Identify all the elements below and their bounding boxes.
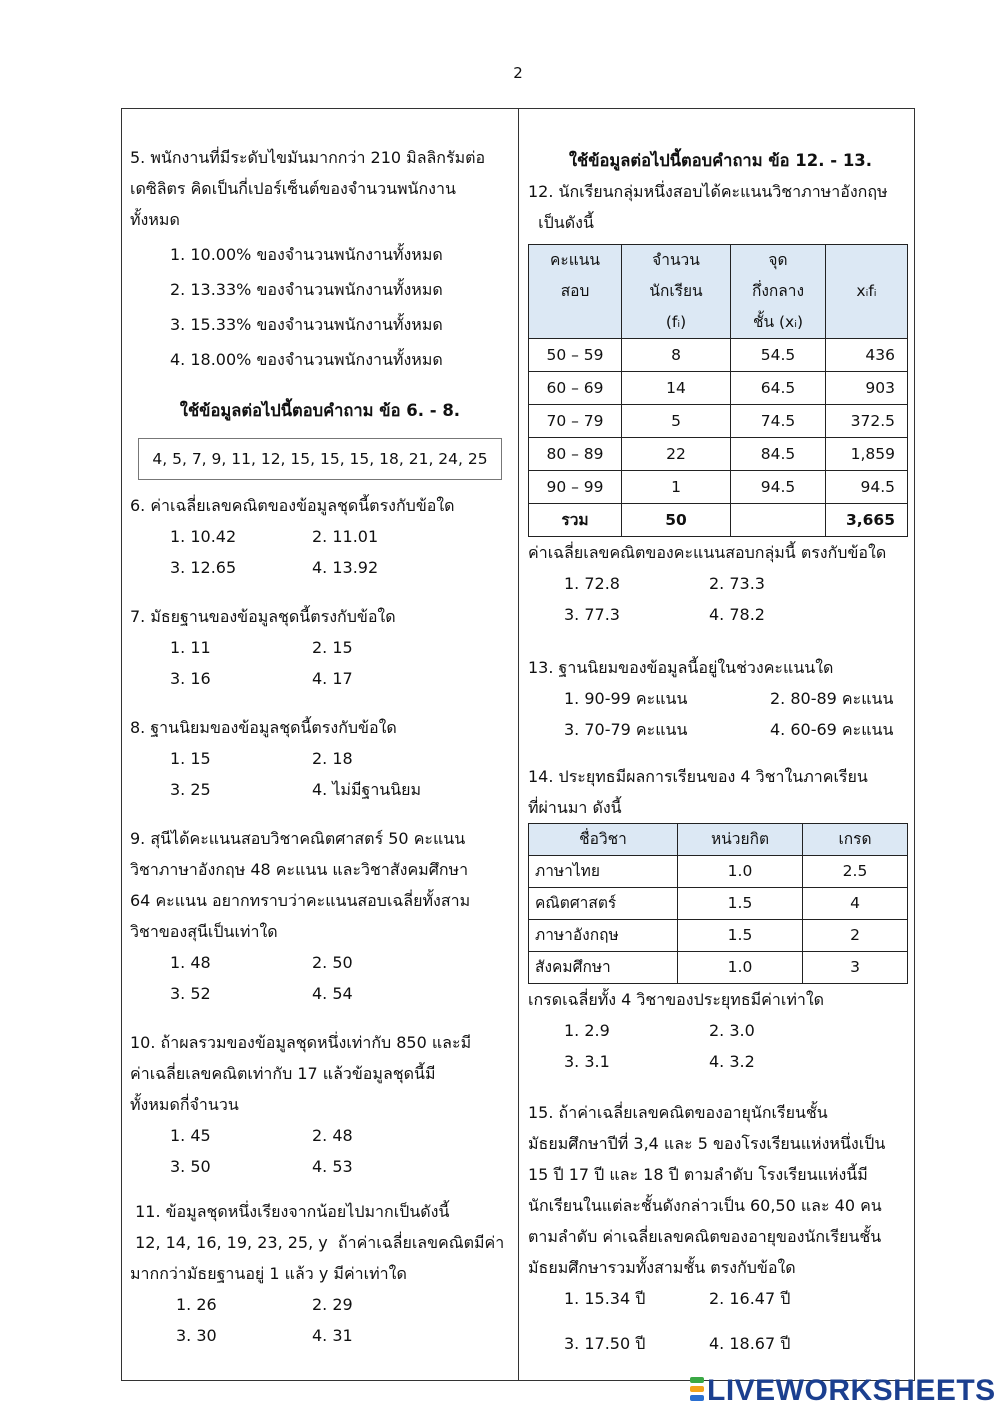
score-frequency-table — [528, 244, 908, 537]
option: 2. 13.33% ของจำนวนพนักงานทั้งหมด — [170, 280, 443, 299]
table-row: คณิตศาสตร์ 1.5 4 — [529, 888, 908, 920]
table-row: สังคมศึกษา 1.0 3 — [529, 952, 908, 984]
left-column — [130, 142, 510, 1351]
question-8 — [130, 712, 510, 805]
question-text-line: เดซิลิตร คิดเป็นกี่เปอร์เซ็นต์ของจำนวนพนักงาน — [130, 179, 456, 198]
option: 1. 72.8 — [564, 574, 620, 593]
question-13 — [528, 652, 913, 745]
question-text: 13. ฐานนิยมของข้อมูลนี้อยู่ในช่วงคะแนนใด — [528, 658, 834, 677]
option: 1. 90-99 คะแนน — [564, 689, 688, 708]
question-text-line: 12. นักเรียนกลุ่มหนึ่งสอบได้คะแนนวิชาภาษาอังกฤษ — [528, 182, 888, 201]
option: 2. 18 — [312, 749, 353, 768]
option: 1. 48 — [170, 953, 211, 972]
table-header: จุด กึ่งกลาง ชั้น (xᵢ) — [731, 245, 826, 339]
option: 2. 15 — [312, 638, 353, 657]
table-header: xᵢfᵢ — [826, 245, 908, 339]
page-number: 2 — [513, 64, 523, 82]
option: 1. 2.9 — [564, 1021, 610, 1040]
question-text-line: เป็นดังนี้ — [528, 213, 594, 232]
question-text-line: ทั้งหมดกี่จำนวน — [130, 1095, 239, 1114]
grades-table — [528, 823, 908, 984]
option: 3. 30 — [176, 1326, 217, 1345]
question-text-line: 15. ถ้าค่าเฉลี่ยเลขคณิตของอายุนักเรียนชั้น — [528, 1103, 828, 1122]
question-text-line: วิชาภาษาอังกฤษ 48 คะแนน และวิชาสังคมศึกษา — [130, 860, 469, 879]
question-text-line: 5. พนักงานที่มีระดับไขมันมากกว่า 210 มิลลิกรัมต่อ — [130, 148, 486, 167]
question-text-line: นักเรียนในแต่ละชั้นดังกล่าวเป็น 60,50 และ 40 คน — [528, 1196, 882, 1215]
question-text-line: 11. ข้อมูลชุดหนึ่งเรียงจากน้อยไปมากเป็นดังนี้ — [130, 1202, 450, 1221]
option: 3. 17.50 ปี — [564, 1334, 646, 1353]
question-text-line: 64 คะแนน อยากทราบว่าคะแนนสอบเฉลี่ยทั้งสาม — [130, 891, 471, 910]
question-9 — [130, 823, 510, 1009]
option: 2. 48 — [312, 1126, 353, 1145]
table-header: เกรด — [803, 824, 908, 856]
question-text-line: วิชาของสุนีเป็นเท่าใด — [130, 922, 278, 941]
question-text-line: 15 ปี 17 ปี และ 18 ปี ตามลำดับ โรงเรียนแห่งนี้มี — [528, 1165, 868, 1184]
option: 3. 3.1 — [564, 1052, 610, 1071]
option: 3. 16 — [170, 669, 211, 688]
option: 2. 73.3 — [709, 574, 765, 593]
section-heading: ใช้ข้อมูลต่อไปนี้ตอบคำถาม ข้อ 6. - 8. — [179, 401, 461, 420]
table-row: 70 – 79 5 74.5 372.5 — [529, 405, 908, 438]
option: 2. 29 — [312, 1295, 353, 1314]
table-header: ชื่อวิชา — [529, 824, 678, 856]
option: 2. 3.0 — [709, 1021, 755, 1040]
option: 4. 17 — [312, 669, 353, 688]
option: 3. 50 — [170, 1157, 211, 1176]
question-11 — [130, 1196, 510, 1351]
option: 4. 54 — [312, 984, 353, 1003]
option: 4. 60-69 คะแนน — [770, 720, 894, 739]
option: 1. 11 — [170, 638, 211, 657]
table-header: จำนวน นักเรียน (fᵢ) — [622, 245, 731, 339]
question-12 — [528, 176, 913, 630]
table-header: คะแนน สอบ — [529, 245, 622, 339]
question-text-line: มากกว่ามัธยฐานอยู่ 1 แล้ว y มีค่าเท่าใด — [130, 1264, 407, 1283]
table-row: 80 – 89 22 84.5 1,859 — [529, 438, 908, 471]
question-text: 8. ฐานนิยมของข้อมูลชุดนี้ตรงกับข้อใด — [130, 718, 397, 737]
data-set-box: 4, 5, 7, 9, 11, 12, 15, 15, 15, 18, 21, 24, 25 — [138, 438, 502, 480]
question-text-line: 14. ประยุทธมีผลการเรียนของ 4 วิชาในภาคเรียน — [528, 767, 868, 786]
question-text-line: มัธยมศึกษาปีที่ 3,4 และ 5 ของโรงเรียนแห่งหนึ่งเป็น — [528, 1134, 886, 1153]
option: 1. 26 — [176, 1295, 217, 1314]
option: 1. 10.00% ของจำนวนพนักงานทั้งหมด — [170, 245, 443, 264]
question-text-line: 12, 14, 16, 19, 23, 25, y ถ้าค่าเฉลี่ยเลขคณิตมีค่า — [130, 1233, 505, 1252]
question-text: 7. มัธยฐานของข้อมูลชุดนี้ตรงกับข้อใด — [130, 607, 396, 626]
option: 2. 11.01 — [312, 527, 379, 546]
option: 4. 31 — [312, 1326, 353, 1345]
table-header: หน่วยกิต — [678, 824, 803, 856]
question-text-line: ที่ผ่านมา ดังนี้ — [528, 798, 622, 817]
option: 4. 13.92 — [312, 558, 379, 577]
question-10 — [130, 1027, 510, 1182]
section-heading: ใช้ข้อมูลต่อไปนี้ตอบคำถาม ข้อ 12. - 13. — [568, 151, 873, 170]
question-text-line: 10. ถ้าผลรวมของข้อมูลชุดหนึ่งเท่ากับ 850 และมี — [130, 1033, 472, 1052]
option: 1. 15.34 ปี — [564, 1289, 646, 1308]
option: 2. 80-89 คะแนน — [770, 689, 894, 708]
option: 4. 53 — [312, 1157, 353, 1176]
logo-text: LIVEWORKSHEETS — [707, 1374, 996, 1407]
question-7 — [130, 601, 510, 694]
option: 2. 16.47 ปี — [709, 1289, 791, 1308]
option: 4. 18.00% ของจำนวนพนักงานทั้งหมด — [170, 350, 443, 369]
liveworksheets-icon — [690, 1377, 704, 1403]
question-text-line: 9. สุนีได้คะแนนสอบวิชาคณิตศาสตร์ 50 คะแนน — [130, 829, 466, 848]
option: 1. 10.42 — [170, 527, 237, 546]
liveworksheets-logo — [690, 1374, 996, 1408]
option: 1. 15 — [170, 749, 211, 768]
option: 3. 52 — [170, 984, 211, 1003]
table-row: 50 – 59 8 54.5 436 — [529, 339, 908, 372]
question-text-line: ทั้งหมด — [130, 210, 180, 229]
question-text-line: มัธยมศึกษารวมทั้งสามชั้น ตรงกับข้อใด — [528, 1258, 796, 1277]
question-15 — [528, 1097, 913, 1359]
option: 3. 25 — [170, 780, 211, 799]
option: 3. 15.33% ของจำนวนพนักงานทั้งหมด — [170, 315, 443, 334]
option: 4. 78.2 — [709, 605, 765, 624]
table-row: 90 – 99 1 94.5 94.5 — [529, 471, 908, 504]
question-text: ค่าเฉลี่ยเลขคณิตของคะแนนสอบกลุ่มนี้ ตรงกับข้อใด — [528, 543, 887, 562]
option: 4. 3.2 — [709, 1052, 755, 1071]
column-divider — [518, 108, 519, 1381]
question-14 — [528, 761, 913, 1077]
table-row: ภาษาไทย 1.0 2.5 — [529, 856, 908, 888]
question-6 — [130, 490, 510, 583]
option: 3. 12.65 — [170, 558, 237, 577]
option: 3. 77.3 — [564, 605, 620, 624]
table-total-row: รวม 50 3,665 — [529, 504, 908, 537]
question-text-line: ค่าเฉลี่ยเลขคณิตเท่ากับ 17 แล้วข้อมูลชุดนี้มี — [130, 1064, 436, 1083]
option: 1. 45 — [170, 1126, 211, 1145]
right-column — [528, 145, 913, 1359]
option: 2. 50 — [312, 953, 353, 972]
question-text-line: ตามลำดับ ค่าเฉลี่ยเลขคณิตของอายุของนักเรียนชั้น — [528, 1227, 882, 1246]
table-row: ภาษาอังกฤษ 1.5 2 — [529, 920, 908, 952]
question-5 — [130, 142, 510, 375]
option: 3. 70-79 คะแนน — [564, 720, 688, 739]
option: 4. ไม่มีฐานนิยม — [312, 780, 422, 799]
question-text: เกรดเฉลี่ยทั้ง 4 วิชาของประยุทธมีค่าเท่าใด — [528, 990, 825, 1009]
table-row: 60 – 69 14 64.5 903 — [529, 372, 908, 405]
option: 4. 18.67 ปี — [709, 1334, 791, 1353]
question-text: 6. ค่าเฉลี่ยเลขคณิตของข้อมูลชุดนี้ตรงกับข้อใด — [130, 496, 455, 515]
